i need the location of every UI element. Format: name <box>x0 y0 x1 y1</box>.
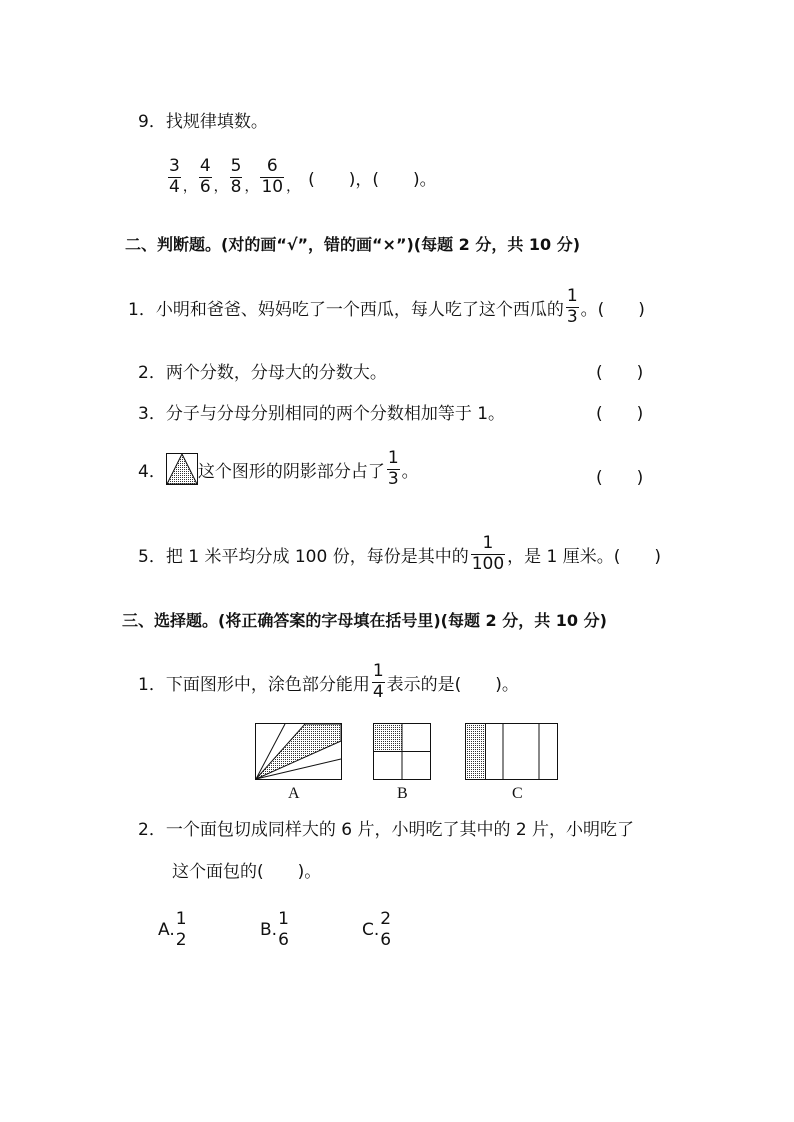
option-letter: C. <box>362 920 380 940</box>
answer-blanks[interactable]: ( )，( )。 <box>308 169 437 190</box>
choice-question-2-line-2: 这个面包的( )。 <box>172 862 322 882</box>
numerator: 6 <box>266 155 278 176</box>
shaded-triangle-figure <box>166 453 198 485</box>
answer-paren[interactable]: 表示的是( )。 <box>386 674 519 695</box>
denominator: 4 <box>372 681 384 702</box>
judge-item-3: 3．分子与分母分别相同的两个分数相加等于 1。 <box>138 404 506 424</box>
fraction <box>471 532 505 574</box>
numerator: 1 <box>372 660 384 681</box>
numerator: 5 <box>230 155 242 176</box>
choice-question-2-line-1: 2．一个面包切成同样大的 6 片，小明吃了其中的 2 片，小明吃了 <box>138 820 635 840</box>
answer-paren[interactable]: ( ) <box>596 404 644 424</box>
separator: ， <box>244 179 259 195</box>
numerator: 2 <box>380 908 392 929</box>
numerator: 3 <box>169 155 180 176</box>
figure-b <box>373 723 431 780</box>
answer-paren[interactable]: ( ) <box>596 363 644 383</box>
separator: ， <box>286 179 301 195</box>
item-text: 1．小明和爸爸、妈妈吃了一个西瓜，每人吃了这个西瓜的 <box>128 299 564 320</box>
numerator: 1 <box>278 908 289 929</box>
numerator: 1 <box>387 447 399 468</box>
answer-paren[interactable]: ，是 1 厘米。( ) <box>507 546 662 567</box>
denominator: 6 <box>380 929 392 950</box>
figure-label: B <box>397 785 408 802</box>
denominator: 2 <box>175 929 187 950</box>
denominator: 3 <box>566 306 578 327</box>
fraction <box>199 155 212 197</box>
fraction <box>387 447 400 489</box>
option-letter: B. <box>260 920 278 940</box>
separator: ， <box>182 179 197 195</box>
fraction <box>372 660 385 702</box>
numerator: 1 <box>482 532 494 553</box>
option-letter: A. <box>158 920 175 940</box>
option-c[interactable] <box>362 904 394 956</box>
section-2-title: 二、判断题。(对的画“√”，错的画“×”)(每题 2 分，共 10 分) <box>125 235 581 254</box>
denominator: 8 <box>230 176 242 197</box>
denominator: 10 <box>261 176 284 197</box>
choice-question-1 <box>138 656 519 708</box>
fraction <box>175 908 188 950</box>
section-3-title: 三、选择题。(将正确答案的字母填在括号里)(每题 2 分，共 10 分) <box>122 611 607 630</box>
figure-label: C <box>512 785 523 802</box>
denominator: 6 <box>278 929 289 950</box>
judge-item-1 <box>128 284 645 330</box>
fraction <box>277 908 290 950</box>
fraction <box>260 155 284 197</box>
figure-a <box>255 723 342 780</box>
answer-paren[interactable]: 。( ) <box>580 299 645 320</box>
fraction <box>379 908 392 950</box>
judge-item-5 <box>138 528 661 580</box>
judge-item-2: 2．两个分数，分母大的分数大。 <box>138 363 387 383</box>
judge-item-4 <box>138 443 419 495</box>
item-text: 5．把 1 米平均分成 100 份，每份是其中的 <box>138 546 469 567</box>
denominator: 4 <box>169 176 180 197</box>
question-text: 1．下面图形中，涂色部分能用 <box>138 674 370 695</box>
numerator: 1 <box>175 908 187 929</box>
numerator: 1 <box>566 285 578 306</box>
item-text: 这个图形的阴影部分占了 <box>197 461 385 482</box>
figure-label: A <box>288 785 300 802</box>
item-number: 4． <box>138 461 166 482</box>
fraction <box>566 285 579 327</box>
figure-c <box>465 723 558 780</box>
fraction-sequence <box>166 152 437 202</box>
denominator: 6 <box>199 176 211 197</box>
denominator: 3 <box>387 468 399 489</box>
denominator: 100 <box>471 553 505 574</box>
period: 。 <box>401 461 419 482</box>
option-a[interactable] <box>158 904 190 956</box>
fraction <box>168 155 181 197</box>
option-b[interactable] <box>260 904 292 956</box>
numerator: 4 <box>199 155 211 176</box>
separator: ， <box>213 179 228 195</box>
fraction <box>230 155 243 197</box>
question-9-label: 9．找规律填数。 <box>138 112 268 132</box>
answer-paren[interactable]: ( ) <box>596 468 644 488</box>
